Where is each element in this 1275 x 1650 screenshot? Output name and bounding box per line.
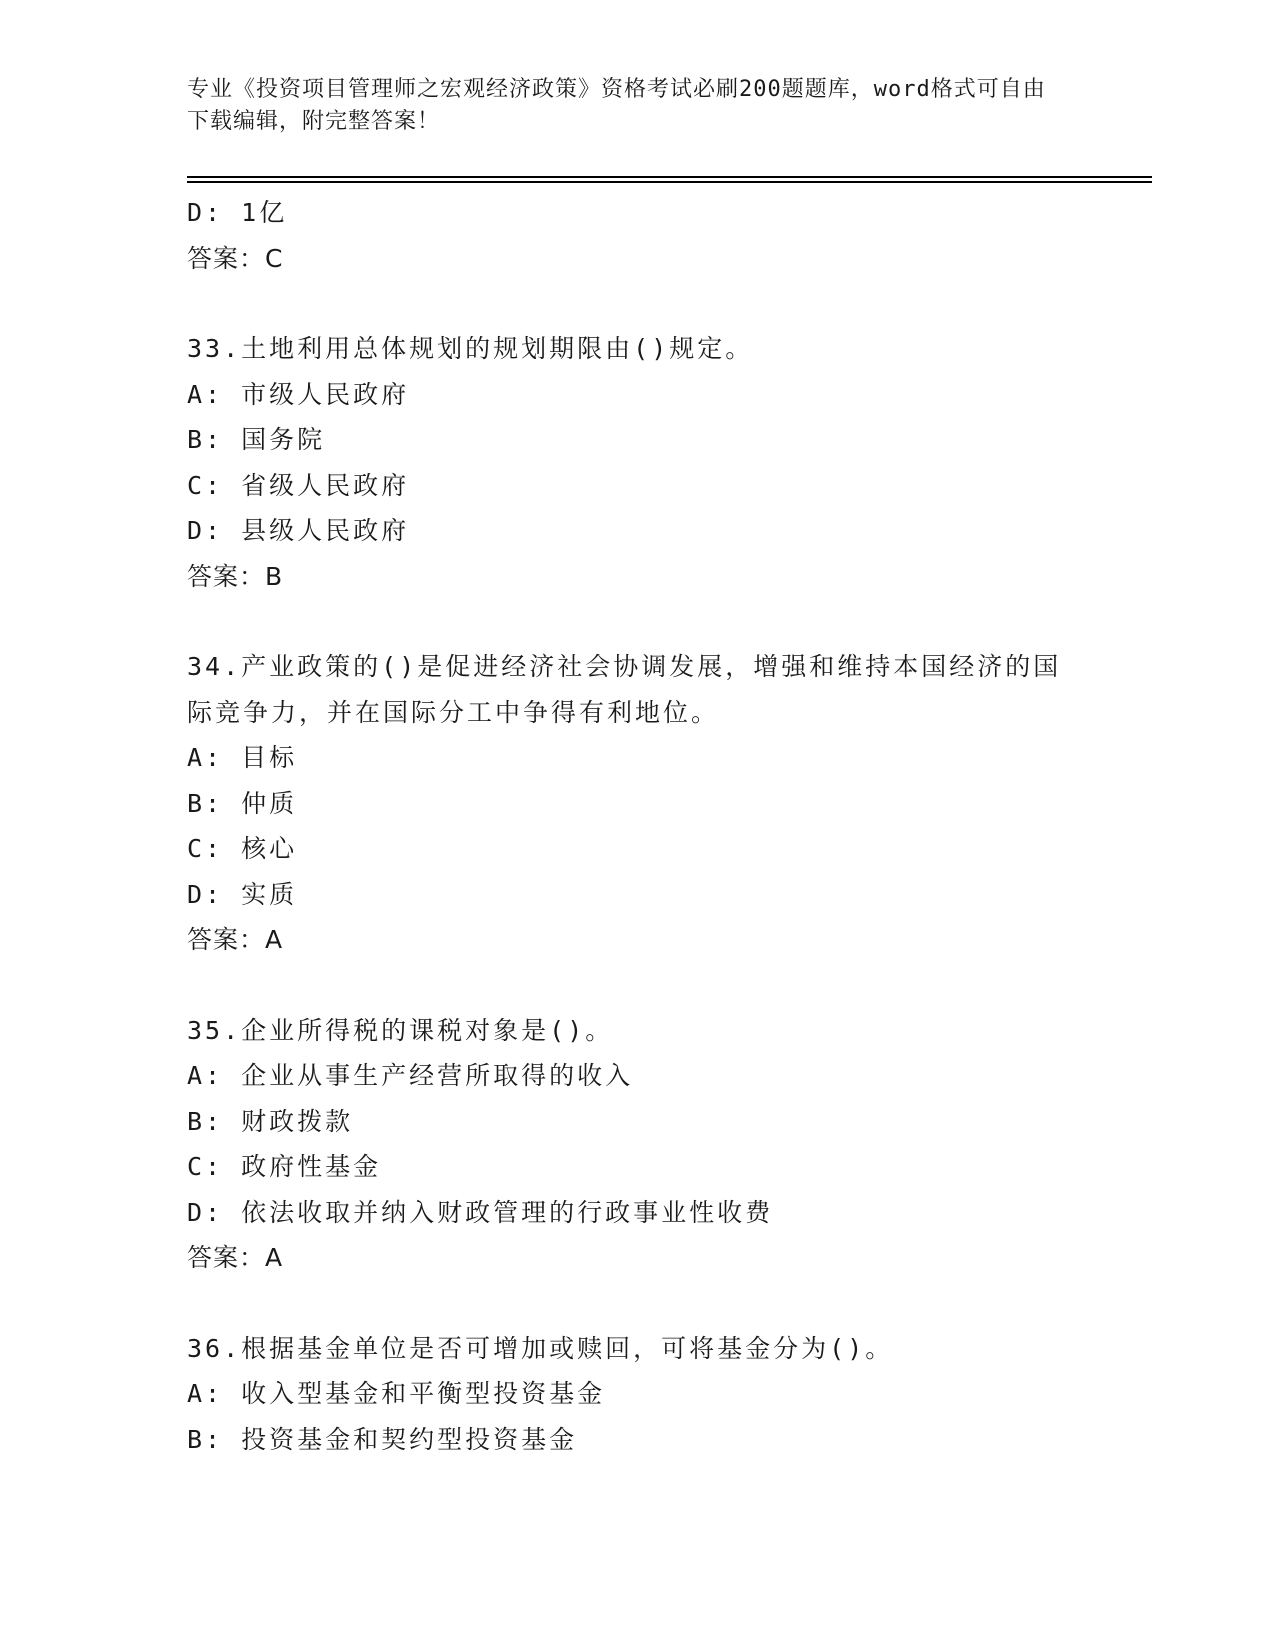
question-text: 34.产业政策的()是促进经济社会协调发展，增强和维持本国经济的国际竞争力，并在国际分工中争得有利地位。 [187,652,1062,727]
answer: 答案：B [187,561,284,591]
header-rule-top [187,176,1152,178]
question-33 [187,326,1087,599]
option-c: C: 核心 [187,834,298,863]
question-35 [187,1008,1087,1281]
question-36 [187,1326,1087,1463]
answer: 答案：A [187,925,284,954]
question-text: 36.根据基金单位是否可增加或赎回，可将基金分为()。 [187,1333,894,1363]
header-rule-bottom [187,181,1152,183]
document-header: 专业《投资项目管理师之宏观经济政策》资格考试必刷200题题库，word格式可自由下载编辑，附完整答案！ [187,77,1046,134]
option-c: C: 政府性基金 [187,1152,382,1181]
prev-answer: 答案：C [187,243,284,273]
question-text: 33.土地利用总体规划的规划期限由()规定。 [187,334,754,363]
option-a: A: 市级人民政府 [187,379,410,409]
option-d: D: 实质 [187,879,298,909]
option-d: D: 依法收取并纳入财政管理的行政事业性收费 [187,1197,774,1227]
question-text: 35.企业所得税的课税对象是()。 [187,1015,614,1045]
question-list [187,190,1087,1462]
question-34 [187,644,1087,963]
option-d: D: 县级人民政府 [187,516,410,545]
option-b: B: 投资基金和契约型投资基金 [187,1424,578,1454]
answer: 答案：A [187,1243,284,1272]
option-a: A: 企业从事生产经营所取得的收入 [187,1061,634,1090]
option-a: A: 收入型基金和平衡型投资基金 [187,1379,606,1408]
option-c: C: 省级人民政府 [187,470,410,500]
option-b: B: 财政拨款 [187,1106,354,1136]
option-a: A: 目标 [187,743,298,772]
option-b: B: 国务院 [187,425,326,454]
option-b: B: 仲质 [187,788,298,818]
prev-option-d: D: 1亿 [187,198,288,227]
